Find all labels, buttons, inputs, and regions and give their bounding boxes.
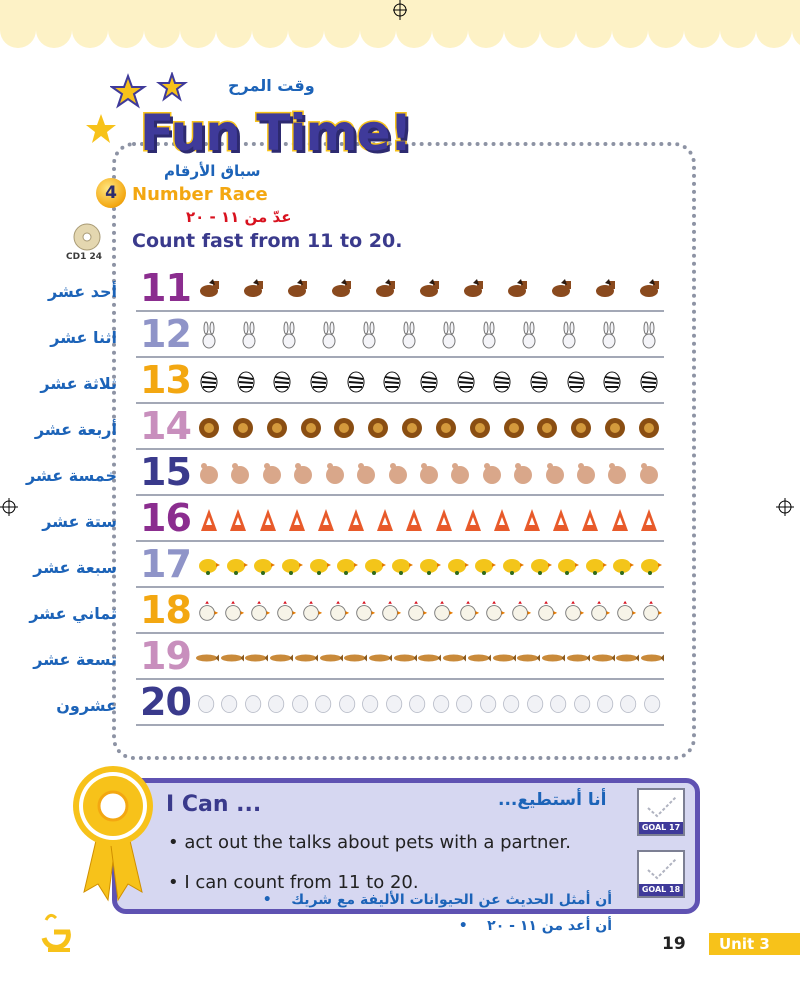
- scallop: [540, 12, 576, 48]
- cd-icon: [72, 222, 102, 252]
- fox-icon: [548, 505, 576, 535]
- registration-mark-right-icon: [776, 498, 794, 516]
- bear-icon: [604, 459, 632, 489]
- fox-icon: [372, 505, 400, 535]
- hen-icon: [457, 597, 481, 627]
- row-number: 16: [140, 496, 191, 540]
- rabbit-icon: [556, 321, 584, 351]
- scalloped-top-border: [0, 0, 800, 52]
- cd-label: CD1 24: [66, 252, 102, 262]
- chick-icon: [362, 551, 388, 581]
- scallop: [72, 12, 108, 48]
- row-number: 17: [140, 542, 191, 586]
- row-animals: [196, 366, 664, 398]
- arabic-number-word: خمسة عشر: [26, 466, 117, 485]
- goal-17-checkbox[interactable]: [637, 788, 685, 836]
- hen-icon: [405, 597, 429, 627]
- rabbit-icon: [316, 321, 344, 351]
- arabic-instruction: عدّ من ١١ - ٢٠: [186, 208, 292, 226]
- rabbit-icon: [516, 321, 544, 351]
- fish-icon: [443, 643, 466, 673]
- scallop: [36, 12, 72, 48]
- row-animals: [196, 550, 664, 582]
- fish-icon: [394, 643, 417, 673]
- chick-icon: [196, 551, 222, 581]
- instruction-text: Count fast from 11 to 20.: [132, 230, 403, 252]
- zebra-icon: [269, 367, 297, 397]
- i-can-title: I Can ...: [166, 792, 262, 817]
- hen-icon: [327, 597, 351, 627]
- bear-icon: [385, 459, 413, 489]
- fish-icon: [270, 643, 293, 673]
- scallop: [180, 12, 216, 48]
- row-animals: [196, 412, 664, 444]
- fish-icon: [369, 643, 392, 673]
- i-can-item-1-text: act out the talks about pets with a partner.: [184, 832, 571, 853]
- hen-icon: [483, 597, 507, 627]
- ribbon-medal-icon: [70, 762, 156, 902]
- row-divider: [136, 678, 664, 680]
- arabic-activity-title: سباق الأرقام: [164, 162, 261, 180]
- lion-icon: [298, 413, 326, 443]
- hen-icon: [614, 597, 638, 627]
- hen-icon: [562, 597, 586, 627]
- chick-icon: [528, 551, 554, 581]
- bear-icon: [573, 459, 601, 489]
- row-divider: [136, 586, 664, 588]
- fish-icon: [592, 643, 615, 673]
- arabic-i-can-title: أنا أستطيع...: [498, 790, 607, 810]
- egg-icon: [219, 689, 241, 719]
- scallop: [504, 12, 540, 48]
- row-number: 12: [140, 312, 191, 356]
- rabbit-icon: [356, 321, 384, 351]
- fox-icon: [225, 505, 253, 535]
- fox-icon: [460, 505, 488, 535]
- egg-icon: [290, 689, 312, 719]
- row-number: 11: [140, 266, 191, 310]
- scallop: [684, 12, 720, 48]
- arabic-i-can-item-2: أن أعد من ١١ - ٢٠ •: [458, 918, 612, 934]
- fox-icon: [196, 505, 224, 535]
- arabic-header-title: وقت المرح: [228, 76, 315, 95]
- arabic-i-can-item-1-text: أن أمثل الحديث عن الحيوانات الأليفة مع شريك: [291, 892, 612, 908]
- chick-icon: [583, 551, 609, 581]
- fish-icon: [517, 643, 540, 673]
- chick-icon: [307, 551, 333, 581]
- arabic-number-word: اثنا عشر: [50, 328, 117, 347]
- row-animals: [196, 642, 664, 674]
- checkmark-icon: [645, 856, 679, 882]
- row-animals: [196, 688, 664, 720]
- lion-icon: [636, 413, 664, 443]
- chick-icon: [279, 551, 305, 581]
- zebra-icon: [489, 367, 517, 397]
- fish-icon: [567, 643, 590, 673]
- chick-icon: [472, 551, 498, 581]
- egg-icon: [266, 689, 288, 719]
- fox-icon: [431, 505, 459, 535]
- chick-icon: [500, 551, 526, 581]
- hen-icon: [640, 597, 664, 627]
- egg-icon: [595, 689, 617, 719]
- lion-icon: [467, 413, 495, 443]
- activity-title: Number Race: [132, 184, 268, 205]
- zebra-icon: [599, 367, 627, 397]
- rabbit-icon: [236, 321, 264, 351]
- number-row-12: [136, 314, 664, 358]
- horse-icon: [416, 275, 444, 305]
- zebra-icon: [563, 367, 591, 397]
- chick-icon: [417, 551, 443, 581]
- number-row-13: [136, 360, 664, 404]
- chick-icon: [638, 551, 664, 581]
- number-row-18: [136, 590, 664, 634]
- number-row-11: [136, 268, 664, 312]
- row-number: 15: [140, 450, 191, 494]
- bear-icon: [542, 459, 570, 489]
- fish-icon: [493, 643, 516, 673]
- egg-icon: [572, 689, 594, 719]
- rabbit-icon: [476, 321, 504, 351]
- egg-icon: [384, 689, 406, 719]
- egg-icon: [407, 689, 429, 719]
- lion-icon: [264, 413, 292, 443]
- egg-icon: [243, 689, 265, 719]
- hen-icon: [274, 597, 298, 627]
- scallop: [216, 12, 252, 48]
- chick-icon: [334, 551, 360, 581]
- egg-icon: [642, 689, 664, 719]
- horse-icon: [504, 275, 532, 305]
- zebra-icon: [416, 367, 444, 397]
- bear-icon: [479, 459, 507, 489]
- lion-icon: [501, 413, 529, 443]
- arabic-number-word: سبعة عشر: [33, 558, 117, 577]
- registration-mark-left-icon: [0, 498, 18, 516]
- egg-icon: [548, 689, 570, 719]
- hen-icon: [509, 597, 533, 627]
- number-row-19: [136, 636, 664, 680]
- egg-icon: [313, 689, 335, 719]
- row-number: 14: [140, 404, 191, 448]
- scallop: [360, 12, 396, 48]
- cd-track-label: [66, 222, 106, 266]
- egg-icon: [478, 689, 500, 719]
- fox-icon: [313, 505, 341, 535]
- horse-icon: [240, 275, 268, 305]
- row-animals: [196, 458, 664, 490]
- lion-icon: [433, 413, 461, 443]
- bear-icon: [416, 459, 444, 489]
- hen-icon: [222, 597, 246, 627]
- lion-icon: [399, 413, 427, 443]
- goal-18-label: GOAL 18: [639, 884, 683, 896]
- rabbit-icon: [636, 321, 664, 351]
- zebra-icon: [233, 367, 261, 397]
- fish-icon: [344, 643, 367, 673]
- hen-icon: [535, 597, 559, 627]
- fish-icon: [245, 643, 268, 673]
- scallop: [144, 12, 180, 48]
- row-divider: [136, 494, 664, 496]
- bear-icon: [510, 459, 538, 489]
- goal-17-label: GOAL 17: [639, 822, 683, 834]
- checkmark-icon: [645, 794, 679, 820]
- row-number: 19: [140, 634, 191, 678]
- row-animals: [196, 504, 664, 536]
- number-row-20: [136, 682, 664, 726]
- chick-icon: [389, 551, 415, 581]
- bear-icon: [636, 459, 664, 489]
- page-number: 19: [662, 934, 686, 954]
- zebra-icon: [526, 367, 554, 397]
- fish-icon: [542, 643, 565, 673]
- scallop: [288, 12, 324, 48]
- lion-icon: [534, 413, 562, 443]
- fish-icon: [295, 643, 318, 673]
- fox-icon: [284, 505, 312, 535]
- egg-icon: [525, 689, 547, 719]
- bear-icon: [353, 459, 381, 489]
- row-animals: [196, 320, 664, 352]
- fox-icon: [577, 505, 605, 535]
- number-row-17: [136, 544, 664, 588]
- chick-icon: [555, 551, 581, 581]
- i-can-item-1: • act out the talks about pets with a partner.: [168, 832, 571, 853]
- hen-icon: [196, 597, 220, 627]
- horse-icon: [196, 275, 224, 305]
- egg-icon: [618, 689, 640, 719]
- lion-icon: [331, 413, 359, 443]
- scallop: [648, 12, 684, 48]
- horse-icon: [548, 275, 576, 305]
- horse-icon: [592, 275, 620, 305]
- arabic-number-word: ستة عشر: [42, 512, 117, 531]
- egg-icon: [501, 689, 523, 719]
- bear-icon: [227, 459, 255, 489]
- chick-icon: [610, 551, 636, 581]
- scallop: [252, 12, 288, 48]
- fox-icon: [255, 505, 283, 535]
- lion-icon: [602, 413, 630, 443]
- lion-icon: [196, 413, 224, 443]
- activity-number-badge: 4: [96, 178, 126, 208]
- arabic-i-can-item-2-text: أن أعد من ١١ - ٢٠: [487, 918, 612, 934]
- fish-icon: [616, 643, 639, 673]
- number-row-14: [136, 406, 664, 450]
- egg-icon: [454, 689, 476, 719]
- page-title: Fun Time!: [140, 104, 412, 162]
- goal-18-checkbox[interactable]: [637, 850, 685, 898]
- hen-icon: [588, 597, 612, 627]
- scallop: [324, 12, 360, 48]
- rabbit-icon: [596, 321, 624, 351]
- bear-icon: [322, 459, 350, 489]
- fox-icon: [607, 505, 635, 535]
- scallop: [432, 12, 468, 48]
- scallop: [0, 12, 36, 48]
- row-animals: [196, 596, 664, 628]
- bear-icon: [196, 459, 224, 489]
- fish-icon: [468, 643, 491, 673]
- horse-icon: [636, 275, 664, 305]
- fox-icon: [401, 505, 429, 535]
- hen-icon: [379, 597, 403, 627]
- zebra-icon: [343, 367, 371, 397]
- arabic-number-word: ثلاثة عشر: [40, 374, 117, 393]
- scallop: [396, 12, 432, 48]
- horse-icon: [460, 275, 488, 305]
- rabbit-icon: [396, 321, 424, 351]
- i-can-item-2-text: I can count from 11 to 20.: [184, 872, 419, 893]
- chick-icon: [445, 551, 471, 581]
- publisher-logo-icon: [40, 912, 76, 956]
- hen-icon: [353, 597, 377, 627]
- row-divider: [136, 356, 664, 358]
- fish-icon: [641, 643, 664, 673]
- arabic-i-can-item-1: أن أمثل الحديث عن الحيوانات الأليفة مع شريك •: [262, 892, 612, 908]
- row-number: 20: [140, 680, 191, 724]
- bear-icon: [290, 459, 318, 489]
- zebra-icon: [453, 367, 481, 397]
- fish-icon: [221, 643, 244, 673]
- row-number: 18: [140, 588, 191, 632]
- zebra-icon: [636, 367, 664, 397]
- row-divider: [136, 310, 664, 312]
- fox-icon: [519, 505, 547, 535]
- fish-icon: [320, 643, 343, 673]
- scallop: [612, 12, 648, 48]
- horse-icon: [284, 275, 312, 305]
- fish-icon: [418, 643, 441, 673]
- arabic-number-word: عشرون: [56, 696, 117, 715]
- fish-icon: [196, 643, 219, 673]
- chick-icon: [251, 551, 277, 581]
- row-divider: [136, 402, 664, 404]
- arabic-number-word: ثماني عشر: [29, 604, 117, 623]
- hen-icon: [431, 597, 455, 627]
- bear-icon: [259, 459, 287, 489]
- zebra-icon: [196, 367, 224, 397]
- lion-icon: [568, 413, 596, 443]
- fox-icon: [343, 505, 371, 535]
- horse-icon: [372, 275, 400, 305]
- rabbit-icon: [276, 321, 304, 351]
- zebra-icon: [306, 367, 334, 397]
- lion-icon: [365, 413, 393, 443]
- row-divider: [136, 540, 664, 542]
- row-animals: [196, 274, 664, 306]
- hen-icon: [248, 597, 272, 627]
- i-can-item-2: • I can count from 11 to 20.: [168, 872, 419, 893]
- arabic-number-word: أحد عشر: [48, 282, 117, 301]
- star-icon: [84, 112, 118, 146]
- egg-icon: [337, 689, 359, 719]
- fox-icon: [636, 505, 664, 535]
- fox-icon: [489, 505, 517, 535]
- zebra-icon: [379, 367, 407, 397]
- scallop: [108, 12, 144, 48]
- scallop: [756, 12, 792, 48]
- egg-icon: [431, 689, 453, 719]
- row-divider: [136, 448, 664, 450]
- scallop: [468, 12, 504, 48]
- number-row-16: [136, 498, 664, 542]
- egg-icon: [360, 689, 382, 719]
- row-divider: [136, 724, 664, 726]
- chick-icon: [224, 551, 250, 581]
- row-divider: [136, 632, 664, 634]
- arabic-number-word: تسعة عشر: [33, 650, 117, 669]
- unit-tab: Unit 3: [709, 933, 800, 955]
- hen-icon: [300, 597, 324, 627]
- number-row-15: [136, 452, 664, 496]
- scallop: [576, 12, 612, 48]
- rabbit-icon: [196, 321, 224, 351]
- bear-icon: [447, 459, 475, 489]
- rabbit-icon: [436, 321, 464, 351]
- row-number: 13: [140, 358, 191, 402]
- egg-icon: [196, 689, 218, 719]
- arabic-number-word: أربعة عشر: [34, 420, 117, 439]
- horse-icon: [328, 275, 356, 305]
- scallop: [720, 12, 756, 48]
- lion-icon: [230, 413, 258, 443]
